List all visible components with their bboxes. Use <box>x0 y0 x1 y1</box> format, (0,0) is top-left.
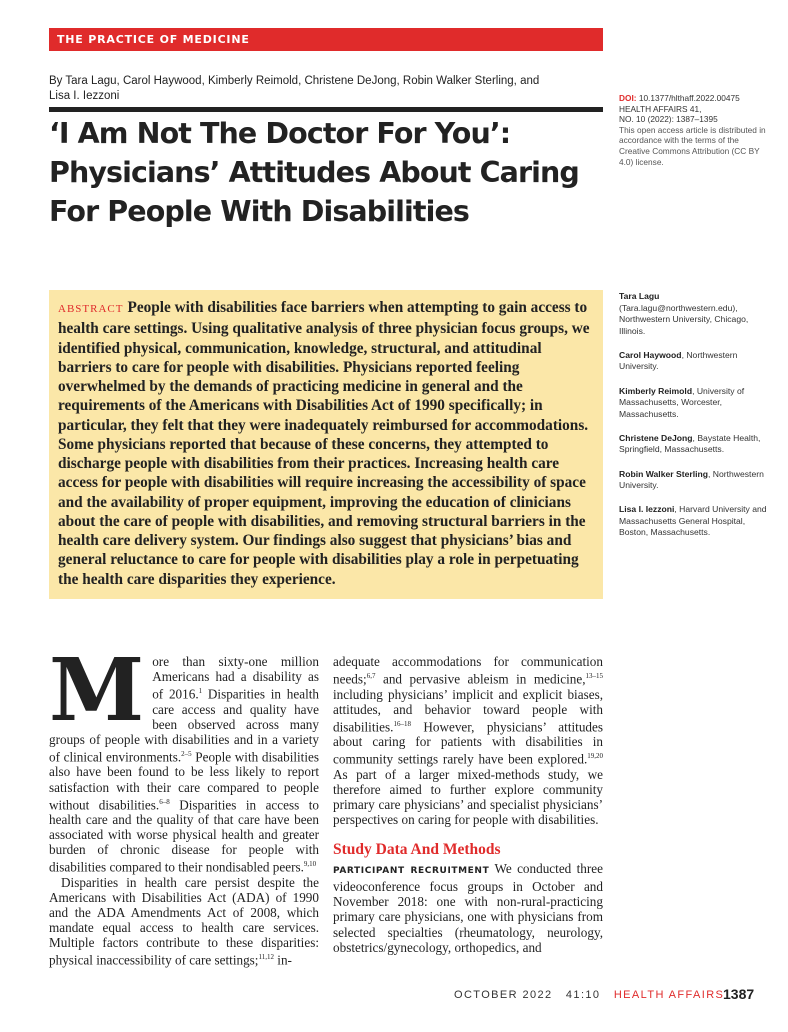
body-text: and pervasive ableism in medicine, <box>375 671 586 687</box>
affiliation-item <box>619 504 769 539</box>
affiliation-item <box>619 386 769 421</box>
body-paragraph <box>333 654 603 827</box>
body-text: including physicians’ implicit and explicit biases, attitudes, and behavior toward people with disabilities. <box>333 686 603 735</box>
affiliation-detail: , Harvard University and Massachusetts General Hospital, Boston, Massachusetts. <box>619 504 767 538</box>
body-text: in- <box>273 952 292 968</box>
abstract-text: People with disabilities face barriers when attempting to gain access to health care settings. Using qualitative analysis of three physician focus groups, we identified physical, communication, knowledge, structural, and attitudinal barriers to care for people with disabilities. Physicians reported feeling overwhelmed by the demands of practicing medicine in general and the requirements of the Americans with Disabilities Act of 1990 specifically; in particular, they felt that they were inadequately reimbursed for accommodations. Some physicians reported that because of these concerns, they attempted to discharge people with disabilities from their practices. Increasing health care access for people with disabilities will require increasing the accessibility of space and the availability of proper equipment, improving the education of clinicians about the care of people with disabilities, and removing structural barriers in the health care delivery system. Our findings also suggest that physicians’ bias and general reluctance to care for people with disabilities play a role in perpetuating the health care disparities they experience. <box>58 299 590 588</box>
citation-ref: 6–8 <box>159 797 170 806</box>
title-line: ‘I Am Not The Doctor For You’: <box>49 117 511 150</box>
affiliation-detail: , University of Massachusetts, Worcester, Massachusetts. <box>619 385 745 419</box>
issue-volume: 41:10 <box>565 989 601 1001</box>
title-line: For People With Disabilities <box>49 195 469 228</box>
affiliation-name: Carol Haywood <box>619 349 682 360</box>
affiliation-detail: , Northwestern University. <box>619 468 764 491</box>
issue-date: OCTOBER 2022 <box>454 989 553 1001</box>
body-text: Disparities in health care access and quality have been observed across many groups of people with disabilities and in a variety of clinical environments. <box>49 686 319 765</box>
doi <box>619 93 769 104</box>
body-text: Disparities in health care persist despite the Americans with Disabilities Act (ADA) of 1990 and the ADA Amendments Act of 2008, which mandate equal access to health care services. Multiple factors contribute to these disparities: physical inaccessibility of care settings; <box>49 874 319 968</box>
affiliation-name: Tara Lagu <box>619 291 660 301</box>
affiliation-name: Kimberly Reimold <box>619 385 693 396</box>
author-list <box>49 74 579 104</box>
author-line: Lisa I. Iezzoni <box>49 90 120 102</box>
title-rule <box>49 107 603 112</box>
affiliation-name: Lisa I. Iezzoni <box>619 504 675 515</box>
author-line: By Tara Lagu, Carol Haywood, Kimberly Reimold, Christene DeJong, Robin Walker Sterling, and <box>49 75 540 87</box>
affiliation-detail: , Northwestern University. <box>619 349 738 372</box>
citation-ref: 2–5 <box>181 749 192 758</box>
page-footer <box>454 986 755 1002</box>
citation-ref: 11,12 <box>258 953 274 962</box>
abstract-box <box>49 290 603 599</box>
body-text: As part of a larger mixed-methods study, we therefore aimed to further explore community primary care physicians’ and specialist physicians’ perspectives on caring for people with disabilities. <box>333 766 603 828</box>
citation-line: NO. 10 (2022): 1387–1395 <box>619 114 718 125</box>
section-heading: Study Data And Methods <box>333 841 501 859</box>
license-note: This open access article is distributed in accordance with the terms of the Creative Commons Attribution (CC BY 4.0) license. <box>619 124 766 167</box>
article-title <box>49 114 609 231</box>
abstract-label: ABSTRACT <box>58 303 124 315</box>
affiliation-name: Robin Walker Sterling <box>619 468 708 479</box>
affiliation-item <box>619 291 769 337</box>
citation-ref: 1 <box>198 687 203 696</box>
citation-ref: 13–15 <box>585 672 603 681</box>
body-paragraph <box>49 640 319 875</box>
affiliation-item <box>619 433 769 456</box>
article-metadata <box>619 93 769 167</box>
body-column-right <box>333 654 603 955</box>
citation-ref: 19,20 <box>587 752 603 761</box>
page-number: 1387 <box>723 986 755 1002</box>
body-text: We conducted three videoconference focus groups in October and November 2018: one with non-rural-practicing primary care physicians, one with physicians from selected specialties (rheumatology, neurology, obstetrics/gynecology, orthopedics, and <box>333 861 603 955</box>
body-paragraph <box>333 861 603 955</box>
citation-ref: 16–18 <box>393 719 411 728</box>
body-text: ore than sixty-one million Americans had a disability as of 2016. <box>152 654 319 702</box>
affiliation-detail: (Tara.lagu@northwestern.edu), Northwestern University, Chicago, Illinois. <box>619 302 749 336</box>
citation-line: HEALTH AFFAIRS 41, <box>619 103 702 114</box>
affiliation-detail: , Baystate Health, Springfield, Massachusetts. <box>619 432 761 455</box>
body-text: People with disabilities also have been found to be less likely to report satisfaction with their care compared to people without disabilities. <box>49 749 319 813</box>
body-text: Disparities in access to health care and the quality of that care have been associated with worse physical health and greater burden of chronic disease for people with disabilities compared to their nondisabled peers. <box>49 797 319 875</box>
affiliation-item <box>619 469 769 492</box>
journal-name: HEALTH AFFAIRS <box>613 989 725 1001</box>
section-banner: THE PRACTICE OF MEDICINE <box>49 28 603 51</box>
subsection-runin: PARTICIPANT RECRUITMENT <box>333 866 490 877</box>
body-column-left <box>49 640 319 968</box>
title-line: Physicians’ Attitudes About Caring <box>49 156 579 189</box>
affiliation-name: Christene DeJong <box>619 432 693 443</box>
drop-cap: M <box>49 640 145 741</box>
affiliations <box>619 291 769 552</box>
doi-link[interactable]: 10.1377/hlthaff.2022.00475 <box>638 93 740 103</box>
body-text: However, physicians’ attitudes about caring for patients with disabilities in community settings rarely have been explored. <box>333 719 603 767</box>
citation-ref: 6,7 <box>366 672 376 681</box>
body-paragraph <box>49 875 319 968</box>
affiliation-item <box>619 350 769 373</box>
doi-label: DOI: <box>619 93 637 103</box>
citation-ref: 9,10 <box>303 860 317 869</box>
body-text: adequate accommodations for communication needs; <box>333 654 603 687</box>
